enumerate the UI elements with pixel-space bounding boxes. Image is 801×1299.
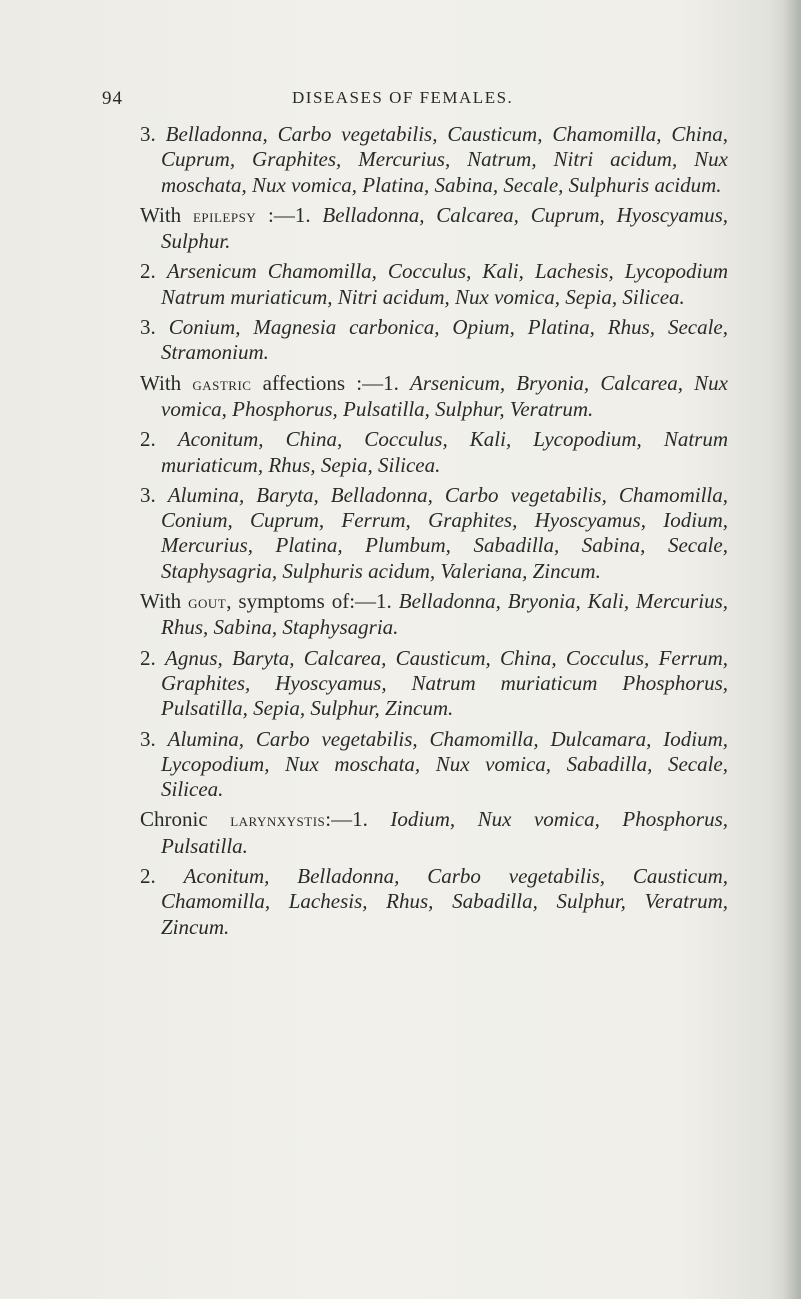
entry-lead: With [140, 589, 189, 614]
entry-number: 2. [140, 645, 156, 670]
entry-gastric-grade-2 [118, 427, 728, 478]
page-edge-shadow [783, 0, 801, 1299]
remedy-list: Conium, Magnesia carbonica, Opium, Platina, Rhus, Secale, Stramonium. [161, 315, 729, 365]
condition-keyword: larynxystis [230, 810, 326, 832]
entry-gout [118, 589, 728, 641]
entry-lead: With [140, 202, 193, 227]
condition-keyword: epilepsy [192, 205, 257, 227]
entry-chronic-larynxystis [118, 807, 728, 859]
remedy-list: Agnus, Baryta, Calcarea, Causticum, China, Cocculus, Ferrum, Graphites, Hyoscyamus, Natrum muriaticum Phosphorus, Pulsatilla, Sepia, Sulphur, Zincum. [161, 645, 728, 721]
entry-number: 2. [140, 259, 156, 284]
remedy-list: Alumina, Baryta, Belladonna, Carbo vegetabilis, Chamomilla, Conium, Cuprum, Ferrum, Graphites, Hyoscyamus, Iodium, Mercurius, Platina, Plumbum, Sabadilla, Sabina, Secale, Staphysagria, Sulphuris acidum, Valeriana, Zincum. [161, 482, 728, 583]
entry-gastric-grade-3 [118, 483, 728, 584]
entry-connector: :—1. [325, 807, 391, 832]
entry-lead: With [140, 370, 193, 395]
entry-connector: :—1. [256, 202, 323, 227]
entry-larynxystis-grade-2 [118, 864, 728, 940]
entry-number: 3. [140, 315, 156, 340]
remedy-list: Belladonna, Carbo vegetabilis, Causticum, Chamomilla, China, Cuprum, Graphites, Mercurius, Natrum, Nitri acidum, Nux moschata, Nux vomica, Platina, Sabina, Secale, Sulphuris acidum. [161, 122, 728, 197]
remedy-list: Aconitum, Belladonna, Carbo vegetabilis, Causticum, Chamomilla, Lachesis, Rhus, Sabadilla, Sulphur, Veratrum, Zincum. [161, 864, 728, 939]
entry-lead: Chronic [140, 807, 231, 832]
body-text [118, 122, 728, 945]
entry-number: 2. [140, 864, 156, 889]
remedy-list: Iodium, Nux vomica, Phosphorus, Pulsatilla. [161, 807, 728, 858]
remedy-list: Aconitum, China, Cocculus, Kali, Lycopodium, Natrum muriaticum, Rhus, Sepia, Silicea. [161, 427, 728, 477]
remedy-list: Arsenicum, Bryonia, Calcarea, Nux vomica, Phosphorus, Pulsatilla, Sulphur, Veratrum. [161, 370, 728, 421]
entry-epilepsy-grade-2 [118, 259, 728, 310]
entry-number: 3. [140, 482, 156, 507]
running-head [102, 88, 722, 114]
entry-number: 3. [140, 122, 156, 146]
condition-keyword: gastric [192, 373, 252, 395]
entry-number: 3. [140, 726, 156, 751]
entry-gout-grade-2 [118, 646, 728, 722]
remedy-list: Belladonna, Calcarea, Cuprum, Hyoscyamus, Sulphur. [161, 202, 728, 254]
remedy-list: Arsenicum Chamomilla, Cocculus, Kali, Lachesis, Lycopodium Natrum muriaticum, Nitri acidum, Nux vomica, Sepia, Silicea. [161, 259, 728, 309]
remedy-list: Alumina, Carbo vegetabilis, Chamomilla, Dulcamara, Iodium, Lycopodium, Nux moschata, Nux vomica, Sabadilla, Secale, Silicea. [161, 726, 729, 802]
condition-keyword: gout [188, 592, 227, 614]
entry-remedies-grade-3 [118, 122, 728, 198]
entry-epilepsy [118, 203, 728, 255]
page-number: 94 [102, 88, 123, 109]
remedy-list: Belladonna, Bryonia, Kali, Mercurius, Rhus, Sabina, Staphysagria. [161, 589, 728, 640]
entry-epilepsy-grade-3 [118, 315, 728, 366]
entry-connector: , symptoms of:—1. [226, 589, 399, 614]
running-title: DISEASES OF FEMALES. [292, 88, 514, 107]
entry-connector: affections :—1. [251, 370, 411, 395]
entry-gout-grade-3 [118, 727, 728, 803]
entry-gastric-affections [118, 371, 728, 423]
entry-number: 2. [140, 427, 156, 452]
